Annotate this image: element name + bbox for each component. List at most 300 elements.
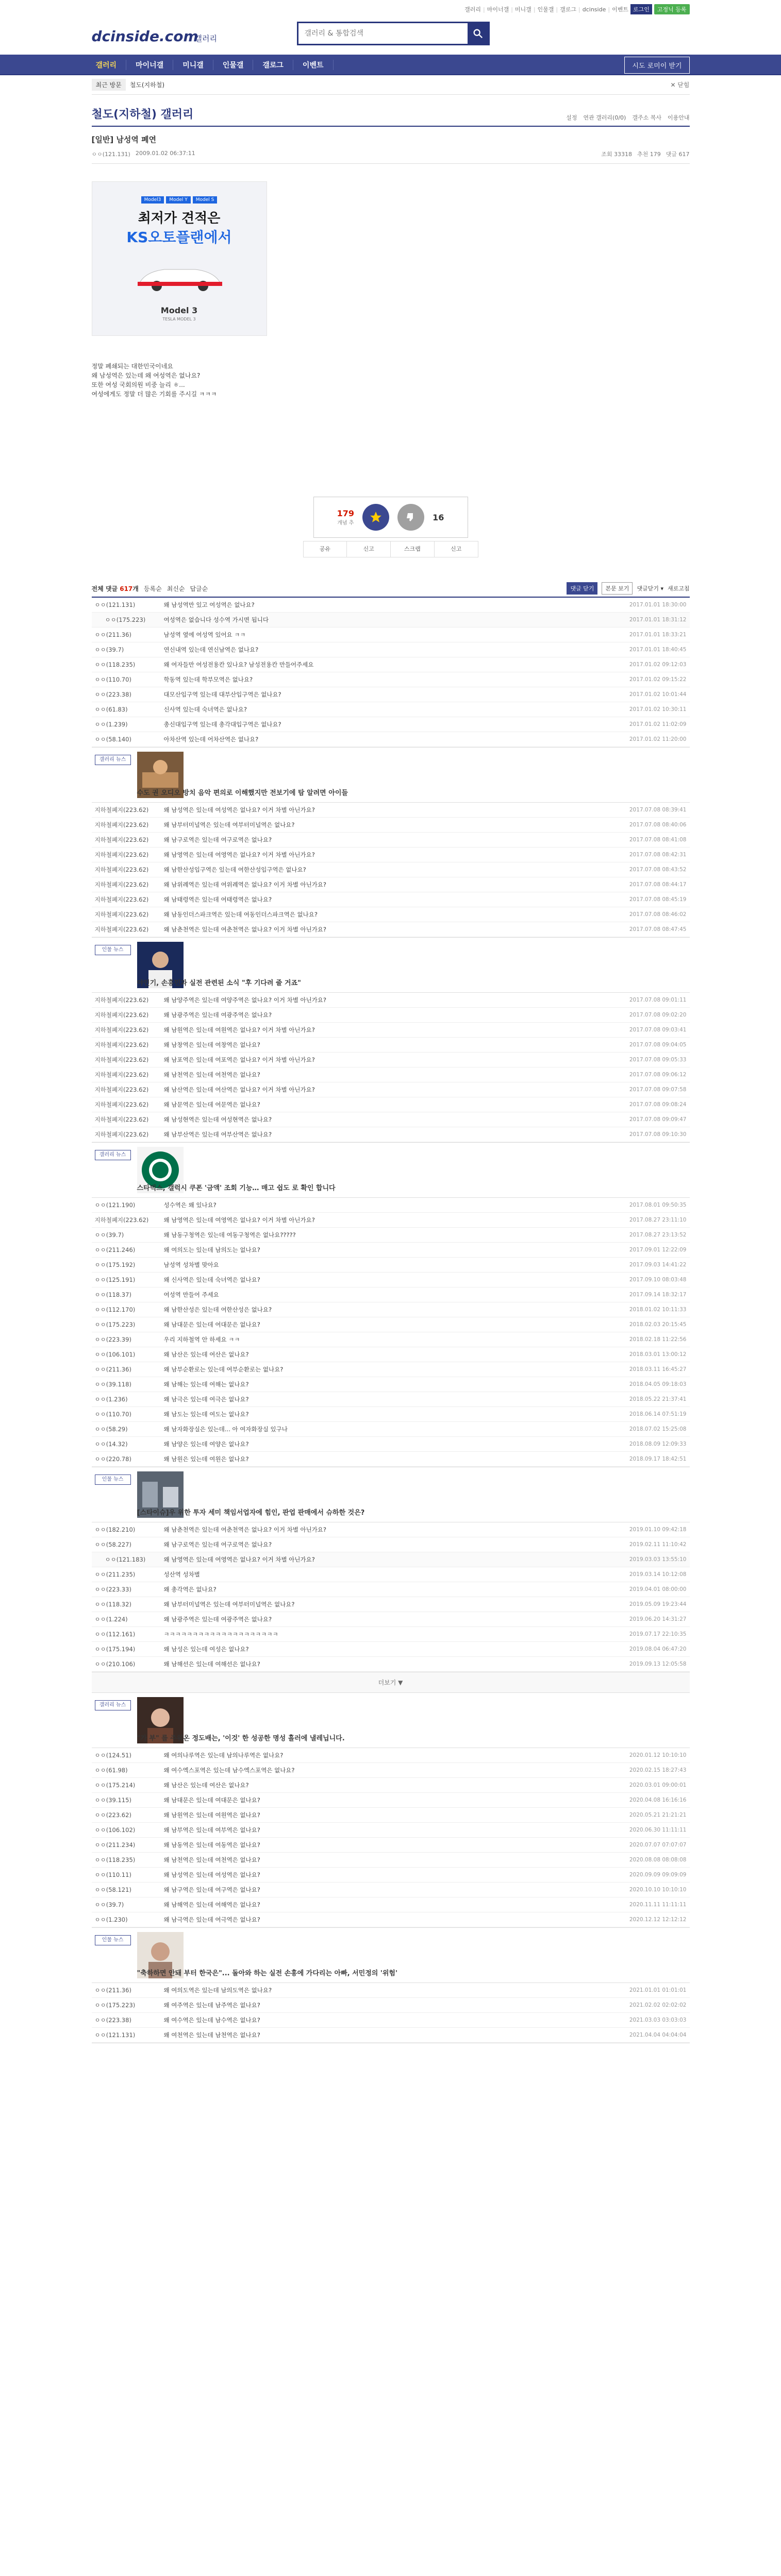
comment-row: [92, 1362, 690, 1377]
comment-text[interactable]: 성수역은 왜 있나요?: [163, 1201, 217, 1209]
comment-author[interactable]: ㅇㅇ(223.38): [94, 2016, 131, 2024]
comment-list: [92, 1748, 690, 1928]
comment-author[interactable]: ㅇㅇ(39.115): [94, 1797, 131, 1804]
comment-author[interactable]: ㅇㅇ(112.170): [94, 1306, 136, 1313]
comment-author[interactable]: ㅇㅇ(211.235): [94, 1571, 136, 1578]
comment-row: [92, 598, 690, 613]
comment-row: [92, 1112, 690, 1127]
comment-author[interactable]: ㅇㅇ(61.83): [94, 706, 128, 713]
comment-text[interactable]: 왜 남영역은 있는데 여영역은 없나요? 이거 차별 아닌가요?: [163, 1216, 315, 1224]
comment-author[interactable]: ㅇㅇ(110.70): [94, 1411, 131, 1418]
comment-text[interactable]: 왜 남원은 있는데 여원은 없나요?: [163, 1455, 249, 1463]
report-button-2[interactable]: 신고: [450, 546, 462, 552]
ad-brand: KS오토플랜에서: [126, 229, 232, 246]
comment-row: [92, 1008, 690, 1023]
share-button[interactable]: 공유: [304, 541, 347, 557]
news-tag: 인물 뉴스: [95, 1935, 131, 1945]
comment-text[interactable]: 왜 남춘천역은 있는데 여춘천역은 없나요? 이거 차별 아닌가요?: [163, 1526, 327, 1533]
news-title[interactable]: 스타벅스, 갤럭시 쿠폰 '금액' 조회 기능… 매고 쉽도 로 확인 합니다: [137, 1184, 336, 1192]
comment-filter-dropdown[interactable]: 댓글닫기 ▾: [637, 585, 663, 592]
post-title: [일반] 남성역 폐연: [91, 135, 157, 144]
comment-text[interactable]: 왜 남창역은 있는데 여창역은 없나요?: [163, 1041, 260, 1048]
comment-date: 2017.07.08 08:42:31: [629, 852, 687, 858]
post-comment-count[interactable]: 댓글 617: [666, 151, 690, 158]
comment-text[interactable]: 왜 남동인더스파크역은 있는데 여동인더스파크역은 없나요?: [163, 911, 318, 918]
comment-toolbar: [92, 580, 690, 598]
comment-row: [92, 702, 690, 717]
comment-author[interactable]: ㅇㅇ(39.118): [94, 1381, 131, 1388]
comment-row: [92, 2013, 690, 2028]
breadcrumb-gallery-link[interactable]: 철도(지하철): [129, 81, 165, 89]
nav-cta-button[interactable]: 시도 로미이 받기: [624, 57, 689, 74]
comment-author[interactable]: ㅇㅇ(39.7): [94, 646, 124, 653]
downvote-button[interactable]: [397, 504, 424, 531]
search-icon: [472, 28, 484, 39]
comment-date: 2019.05.09 19:23:44: [629, 1601, 687, 1607]
comment-date: 2021.04.04 04:04:04: [629, 2032, 687, 2038]
comment-date: 2020.11.11 11:11:11: [629, 1902, 687, 1908]
comment-row: [92, 1823, 690, 1838]
comment-author[interactable]: 지하철폐지(223.62): [94, 1071, 149, 1078]
post-tools: [303, 541, 478, 557]
comment-author[interactable]: ㅇㅇ(211.36): [94, 1366, 131, 1373]
comment-row: [92, 818, 690, 833]
comment-text[interactable]: 왜 남문역은 있는데 여문역은 없나요?: [163, 1101, 260, 1108]
comment-text[interactable]: 왜 남포역은 있는데 여포역은 없나요? 이거 차별 아닌가요?: [163, 1056, 315, 1063]
comment-author[interactable]: ㅇㅇ(124.51): [94, 1752, 131, 1759]
comment-author[interactable]: ㅇㅇ(211.234): [94, 1841, 136, 1849]
comment-date: 2019.01.10 09:42:18: [629, 1527, 687, 1533]
comment-author[interactable]: ㅇㅇ(223.39): [94, 1336, 131, 1343]
post-author[interactable]: ㅇㅇ(121.131): [91, 151, 130, 158]
post-line: 또한 여성 국회의원 비중 늘리 ㅎ...: [91, 381, 185, 388]
comment-row: [92, 1597, 690, 1612]
comment-text[interactable]: 왜 남한산성입구역은 있는데 여한산성입구역은 없나요?: [163, 866, 306, 873]
news-card[interactable]: [92, 1467, 690, 1522]
comment-text[interactable]: ㅋㅋㅋㅋㅋㅋㅋㅋㅋㅋㅋㅋㅋㅋㅋㅋㅋㅋㅋㅋ: [163, 1631, 278, 1638]
comment-date: 2017.07.08 09:06:12: [629, 1072, 687, 1078]
site-logo[interactable]: dcinside.com: [91, 28, 198, 45]
comment-author[interactable]: ㅇㅇ(1.224): [94, 1616, 128, 1623]
comment-row: [92, 1228, 690, 1243]
comment-author[interactable]: 지하철폐지(223.62): [94, 1011, 149, 1019]
comment-text[interactable]: 신사역 있는데 숙녀역은 없나요?: [163, 706, 247, 713]
comment-row: [92, 1452, 690, 1467]
comment-author[interactable]: ㅇㅇ(58.227): [94, 1541, 131, 1548]
comment-author[interactable]: 지하철폐지(223.62): [94, 836, 149, 843]
comment-author[interactable]: ㅇㅇ(39.7): [94, 1901, 124, 1908]
comment-row: [92, 1567, 690, 1582]
comment-row: [92, 687, 690, 702]
comment-text[interactable]: 왜 남극역은 있는데 여극역은 없나요?: [163, 1916, 260, 1923]
sort-reply[interactable]: 답글순: [190, 585, 208, 592]
view-body-button[interactable]: 본문 보기: [602, 582, 633, 595]
comment-author[interactable]: 지하철폐지(223.62): [94, 1041, 149, 1048]
comment-author[interactable]: 지하철폐지(223.62): [94, 1216, 149, 1224]
comment-text[interactable]: 왜 여의도는 있는데 남의도는 없나요?: [163, 1246, 260, 1253]
comment-text[interactable]: 남성역 성차별 맞아요: [163, 1261, 219, 1268]
comment-text[interactable]: 왜 남해는 있는데 여해는 없나요?: [163, 1381, 249, 1388]
news-title[interactable]: 야인기, 손흥민과 실전 관련된 소식 "후 기다려 줄 거죠": [137, 979, 301, 987]
comment-text[interactable]: 왜 남산은 있는데 여산은 없나요?: [163, 1351, 249, 1358]
comment-text[interactable]: 왜 남극은 있는데 여극은 없나요?: [163, 1396, 249, 1403]
comment-date: 2019.07.17 22:10:35: [629, 1631, 687, 1637]
comment-text[interactable]: 왜 남양은 있는데 여양은 없나요?: [163, 1440, 249, 1448]
comment-toolbar-right: [567, 582, 689, 595]
comment-author[interactable]: ㅇㅇ(121.131): [94, 2031, 136, 2039]
comment-text[interactable]: 왜 남해역은 있는데 여해역은 없나요?: [163, 1901, 260, 1908]
comment-row: [92, 1642, 690, 1657]
comment-text[interactable]: 왜 남부터미널역은 있는데 여부터미널역은 없나요?: [163, 1601, 295, 1608]
comment-date: 2018.03.11 16:45:27: [629, 1366, 687, 1372]
comment-author[interactable]: ㅇㅇ(223.38): [94, 691, 131, 698]
comment-text[interactable]: 학동역 있는데 학부모역은 없나요?: [163, 676, 253, 683]
comment-author[interactable]: ㅇㅇ(121.131): [94, 601, 136, 608]
comment-text[interactable]: 왜 여의나루역은 있는데 남의나루역은 없나요?: [163, 1752, 284, 1759]
comment-text[interactable]: 왜 남성현역은 있는데 여성현역은 없나요?: [163, 1116, 272, 1123]
news-title[interactable]: [스타이슈]우 위한 투자 세미 책임서업자에 힘인, 판업 판매에서 슈하한 것은?: [137, 1509, 365, 1517]
comment-text[interactable]: 왜 남한산성은 있는데 여한산성은 없나요?: [163, 1306, 272, 1313]
sort-registered[interactable]: 등록순: [143, 585, 162, 592]
comment-row: [92, 1868, 690, 1883]
comment-text[interactable]: 왜 남원역은 있는데 여원역은 없나요? 이거 차별 아닌가요?: [163, 1026, 315, 1033]
comment-author[interactable]: ㅇㅇ(175.223): [105, 616, 146, 623]
nav-person-gallery[interactable]: 인물갤: [213, 60, 254, 70]
sort-latest[interactable]: 최신순: [167, 585, 185, 592]
comment-date: 2018.06.14 07:51:19: [629, 1411, 687, 1417]
comment-text[interactable]: 왜 남영역은 있는데 여영역은 없나요? 이거 차별 아닌가요?: [163, 1556, 315, 1563]
ad-model: Model 3: [160, 306, 198, 315]
comment-row: [92, 732, 690, 747]
comment-text[interactable]: 왜 남성역은 있는데 여성역은 없나요?: [163, 1871, 260, 1878]
comment-author[interactable]: ㅇㅇ(39.7): [94, 1231, 124, 1239]
comment-date: 2020.03.01 09:00:01: [629, 1782, 687, 1788]
comment-date: 2017.01.01 18:31:12: [629, 617, 687, 623]
comment-author[interactable]: ㅇㅇ(110.11): [94, 1871, 131, 1878]
comment-text[interactable]: 왜 여수엑스포역은 있는데 남수엑스포역은 없나요?: [163, 1767, 295, 1774]
comment-text[interactable]: 왜 여수역은 있는데 남수역은 없나요?: [163, 2016, 260, 2024]
comment-author[interactable]: ㅇㅇ(223.62): [94, 1811, 131, 1819]
post-meta: [92, 150, 690, 158]
comment-author[interactable]: ㅇㅇ(223.33): [94, 1586, 131, 1593]
copy-address-link[interactable]: 갤주소 복사: [632, 114, 661, 121]
top-link[interactable]: 인물갤: [537, 6, 554, 13]
comment-date: 2017.07.08 09:10:30: [629, 1131, 687, 1138]
comment-row: [92, 1748, 690, 1763]
comment-date: 2017.01.02 09:12:03: [629, 662, 687, 668]
comment-text[interactable]: 왜 남구역은 있는데 여구역은 없나요?: [163, 1886, 260, 1893]
logo-subtitle[interactable]: 갤러리: [194, 34, 217, 43]
comment-author[interactable]: ㅇㅇ(118.235): [94, 661, 136, 668]
comment-author[interactable]: ㅇㅇ(112.161): [94, 1631, 136, 1638]
comment-text[interactable]: 왜 남해선은 있는데 여해선은 없나요?: [163, 1660, 260, 1668]
comment-date: 2017.07.08 08:44:17: [629, 882, 687, 888]
comment-author[interactable]: 지하철폐지(223.62): [94, 1086, 149, 1093]
comment-text[interactable]: 왜 남부순환로는 있는데 여부순환로는 없나요?: [163, 1366, 284, 1373]
comment-row: [92, 922, 690, 937]
comment-text[interactable]: 왜 남구로역은 있는데 여구로역은 없나요?: [163, 836, 272, 843]
register-fixed-nick-button[interactable]: 고정닉 등록: [654, 4, 690, 14]
comment-date: 2021.03.03 03:03:03: [629, 2017, 687, 2023]
comment-row: [92, 1657, 690, 1672]
report-button[interactable]: 신고: [347, 541, 391, 557]
comment-text[interactable]: 왜 남성은 있는데 여성은 없나요?: [163, 1646, 249, 1653]
comment-row: [92, 1897, 690, 1912]
comment-author[interactable]: ㅇㅇ(175.194): [94, 1646, 136, 1653]
comment-row: [92, 2028, 690, 2043]
top-link[interactable]: 미니갤: [514, 6, 531, 13]
comment-row: [92, 1912, 690, 1927]
comment-date: 2017.01.02 11:20:00: [629, 736, 687, 742]
gallery-settings-link[interactable]: 설정: [566, 114, 577, 121]
comment-date: 2017.07.08 09:07:58: [629, 1087, 687, 1093]
gallery-title[interactable]: 철도(지하철) 갤러리: [91, 108, 194, 121]
comment-author[interactable]: 지하철폐지(223.62): [94, 881, 149, 888]
comment-text[interactable]: 왜 남대문은 있는데 여대문은 없나요?: [163, 1797, 260, 1804]
comment-author[interactable]: ㅇㅇ(175.192): [94, 1261, 136, 1268]
top-link[interactable]: 갤로그: [560, 6, 577, 13]
comment-text[interactable]: 왜 남동역은 있는데 여동역은 없나요?: [163, 1841, 260, 1849]
comment-text[interactable]: 왜 남위례역은 있는데 여위례역은 없나요? 이거 차별 아닌가요?: [163, 881, 327, 888]
comment-author[interactable]: 지하철폐지(223.62): [94, 1026, 149, 1033]
comment-text[interactable]: 왜 여의도역은 있는데 남의도역은 없나요?: [163, 1987, 272, 1994]
search-box: [297, 22, 490, 45]
comment-author[interactable]: 지하철폐지(223.62): [94, 806, 149, 814]
comment-date: 2021.01.01 01:01:01: [629, 1987, 687, 1993]
comment-row: [92, 1097, 690, 1112]
comment-author[interactable]: ㅇㅇ(1.230): [94, 1916, 128, 1923]
news-tag: 갤러리 뉴스: [95, 755, 131, 765]
comment-date: 2017.09.01 12:22:09: [629, 1247, 687, 1253]
comment-author[interactable]: 지하철폐지(223.62): [94, 1101, 149, 1108]
gallery-tools: [566, 113, 689, 122]
comment-text[interactable]: 왜 남천역은 있는데 여천역은 없나요?: [163, 1856, 260, 1863]
comment-date: 2018.09.17 18:42:51: [629, 1456, 687, 1462]
nav-gallog[interactable]: 갤로그: [253, 60, 293, 70]
post-stats: [601, 150, 689, 158]
down-count: 16: [433, 512, 444, 522]
post-date: 2009.01.02 06:37:11: [135, 150, 195, 157]
news-card[interactable]: [92, 938, 690, 993]
comment-author[interactable]: ㅇㅇ(175.223): [94, 1321, 136, 1328]
comment-text[interactable]: 왜 여천역은 있는데 남천역은 없나요?: [163, 2031, 260, 2039]
up-count-value: 179: [337, 509, 355, 518]
thumbs-down-icon: [405, 511, 417, 523]
comment-row: [92, 1302, 690, 1317]
login-button[interactable]: 로그인: [630, 4, 652, 14]
breadcrumb-close[interactable]: ✕ 닫힘: [670, 81, 690, 89]
comment-author[interactable]: 지하철폐지(223.62): [94, 1116, 149, 1123]
recommend-box: [313, 497, 468, 538]
news-title[interactable]: "가 부" 를 주워온 정도배는, '이것' 한 성공한 명성 흘러에 낼레닙니다.: [137, 1735, 345, 1742]
comment-text[interactable]: 왜 여주역은 있는데 남주역은 없나요?: [163, 2002, 260, 2009]
news-tag: 갤러리 뉴스: [95, 1150, 131, 1160]
comment-text[interactable]: 왜 남도는 있는데 여도는 없나요?: [163, 1411, 249, 1418]
nav-mini-gallery[interactable]: 미니갤: [173, 60, 213, 70]
comment-date: 2017.07.08 08:39:41: [629, 807, 687, 813]
comment-author[interactable]: ㅇㅇ(118.235): [94, 1856, 136, 1863]
comment-text[interactable]: 왜 남부산역은 있는데 여부산역은 없나요?: [163, 1131, 272, 1138]
news-card[interactable]: [92, 1693, 690, 1748]
search-input[interactable]: [298, 23, 468, 44]
comment-author[interactable]: 지하철폐지(223.62): [94, 926, 149, 933]
recent-visit-label[interactable]: 최근 방문: [92, 79, 126, 91]
comment-text[interactable]: 왜 남산역은 있는데 여산역은 없나요? 이거 차별 아닌가요?: [163, 1086, 315, 1093]
comment-author[interactable]: ㅇㅇ(220.78): [94, 1455, 131, 1463]
news-title[interactable]: "축하하면 안돼 부터 한국은"... 돌아와 하는 실전 손흥에 가다리는 아빠, 서민정의 '위험': [137, 1970, 397, 1977]
comment-text[interactable]: 여성역 만들어 주세요: [163, 1291, 219, 1298]
comment-date: 2017.07.08 09:02:20: [629, 1012, 687, 1018]
comment-date: 2019.08.04 06:47:20: [629, 1646, 687, 1652]
comment-author[interactable]: ㅇㅇ(1.239): [94, 721, 128, 728]
comment-text[interactable]: 대모산입구역 있는데 대부산입구역은 없나요?: [163, 691, 281, 698]
comment-text[interactable]: 왜 신사역은 있는데 숙녀역은 없나요?: [163, 1276, 260, 1283]
comment-text[interactable]: 왜 남부역은 있는데 여부역은 없나요?: [163, 1826, 260, 1834]
comment-text[interactable]: 왜 남성역은 있는데 여성역은 없나요? 이거 차별 아닌가요?: [163, 806, 315, 814]
news-title[interactable]: 수도 권 오디오 방치 음악 편의로 이해했지만 전보기에 탐 알려면 아이들: [137, 789, 348, 797]
comment-author[interactable]: ㅇㅇ(211.246): [94, 1246, 136, 1253]
comment-text[interactable]: 왜 남자화장실은 있는데... 아 여자화장실 있구나: [163, 1426, 288, 1433]
comment-date: 2017.01.01 18:30:00: [629, 602, 687, 608]
news-tag: 인물 뉴스: [95, 945, 131, 955]
more-comments-button[interactable]: 더보기 ▼: [92, 1672, 690, 1693]
comment-author[interactable]: ㅇㅇ(1.236): [94, 1396, 128, 1403]
comment-author[interactable]: ㅇㅇ(110.70): [94, 676, 131, 683]
comment-author[interactable]: ㅇㅇ(58.29): [94, 1426, 128, 1433]
close-comments-button[interactable]: 댓글 닫기: [567, 582, 597, 595]
comment-text[interactable]: 여성역은 없습니다 성수역 가시면 됩니다: [163, 616, 269, 623]
comment-date: 2018.07.02 15:25:08: [629, 1426, 687, 1432]
comment-list: [92, 803, 690, 938]
comment-author[interactable]: ㅇㅇ(118.37): [94, 1291, 131, 1298]
comment-text[interactable]: 왜 남성역만 있고 여성역은 없나요?: [163, 601, 255, 608]
ad-tags: [92, 196, 267, 204]
comment-text[interactable]: 왜 남천역은 있는데 여천역은 없나요?: [163, 1071, 260, 1078]
comment-row: [92, 1853, 690, 1868]
main-nav: [0, 55, 781, 75]
related-gallery-link[interactable]: 연관 갤러리(0/0): [583, 114, 626, 121]
comment-text[interactable]: 왜 총각역은 없나요?: [163, 1586, 217, 1593]
news-card[interactable]: [92, 1143, 690, 1198]
comment-author[interactable]: ㅇㅇ(175.214): [94, 1782, 136, 1789]
comment-author[interactable]: 지하철폐지(223.62): [94, 1056, 149, 1063]
comment-author[interactable]: ㅇㅇ(14.32): [94, 1440, 128, 1448]
news-card[interactable]: [92, 1928, 690, 1983]
comment-date: 2017.08.27 23:11:10: [629, 1217, 687, 1223]
comment-author[interactable]: 지하철폐지(223.62): [94, 996, 149, 1004]
comment-author[interactable]: ㅇㅇ(211.36): [94, 1987, 131, 1994]
comment-text[interactable]: 왜 남광주역은 있는데 여광주역은 없나요?: [163, 1616, 272, 1623]
comment-author[interactable]: 지하철폐지(223.62): [94, 911, 149, 918]
comment-author[interactable]: ㅇㅇ(106.102): [94, 1826, 136, 1834]
comment-row: [92, 1582, 690, 1597]
comment-row: [92, 1612, 690, 1627]
recommend-button[interactable]: [362, 504, 389, 531]
comment-author[interactable]: ㅇㅇ(61.98): [94, 1767, 128, 1774]
comment-text[interactable]: 왜 남태령역은 있는데 여태령역은 없나요?: [163, 896, 272, 903]
comment-author[interactable]: ㅇㅇ(210.106): [94, 1660, 136, 1668]
comment-author[interactable]: ㅇㅇ(211.36): [94, 631, 131, 638]
comment-author[interactable]: ㅇㅇ(121.190): [94, 1201, 136, 1209]
comment-text[interactable]: 왜 남대문은 있는데 여대문은 없나요?: [163, 1321, 260, 1328]
comment-date: 2017.07.08 09:08:24: [629, 1101, 687, 1108]
guide-link[interactable]: 이용안내: [667, 114, 690, 121]
top-utility-bar: [92, 0, 690, 18]
comment-text[interactable]: 성산역 성차별: [163, 1571, 200, 1578]
comment-text[interactable]: 총신대입구역 있는데 총각대입구역은 없나요?: [163, 721, 281, 728]
nav-gallery[interactable]: 갤러리: [92, 60, 127, 70]
comment-author[interactable]: ㅇㅇ(121.183): [105, 1556, 146, 1563]
comment-text[interactable]: 왜 남부터미널역은 있는데 여부터미널역은 없나요?: [163, 821, 295, 828]
ad-banner[interactable]: [92, 181, 267, 336]
comment-text[interactable]: 남성역 옆에 여성역 있어요 ㅋㅋ: [163, 631, 246, 638]
comment-author[interactable]: 지하철폐지(223.62): [94, 896, 149, 903]
top-link[interactable]: 갤러리: [464, 6, 481, 13]
comment-author[interactable]: ㅇㅇ(182.210): [94, 1526, 136, 1533]
refresh-button[interactable]: 새로고침: [667, 585, 690, 592]
comment-date: 2017.07.08 08:45:19: [629, 896, 687, 903]
comment-author[interactable]: ㅇㅇ(58.121): [94, 1886, 131, 1893]
comment-date: 2020.09.09 09:09:09: [629, 1872, 687, 1878]
news-card[interactable]: [92, 748, 690, 803]
comment-author[interactable]: ㅇㅇ(125.191): [94, 1276, 136, 1283]
top-link[interactable]: 이벤트: [612, 6, 628, 13]
comment-author[interactable]: 지하철폐지(223.62): [94, 821, 149, 828]
comment-text[interactable]: 왜 남광주역은 있는데 여광주역은 없나요?: [163, 1011, 272, 1019]
scrap-button[interactable]: 스크랩: [391, 541, 435, 557]
comment-author[interactable]: 지하철폐지(223.62): [94, 866, 149, 873]
comment-row: [92, 1067, 690, 1082]
comment-author[interactable]: ㅇㅇ(175.223): [94, 2002, 136, 2009]
comment-row: [92, 1778, 690, 1793]
comment-text[interactable]: 왜 여자들만 여성전용칸 있나요? 남성전용칸 만들어주세요: [163, 661, 314, 668]
comment-text[interactable]: 왜 남구로역은 있는데 여구로역은 없나요?: [163, 1541, 272, 1548]
comment-row: [92, 803, 690, 818]
comment-list: [92, 993, 690, 1143]
comment-list: [92, 1983, 690, 2043]
comment-text[interactable]: 왜 남산은 있는데 여산은 없나요?: [163, 1782, 249, 1789]
comment-date: 2017.07.08 08:41:08: [629, 837, 687, 843]
nav-minor-gallery[interactable]: 마이너갤: [126, 60, 173, 70]
comment-text[interactable]: 왜 남원역은 있는데 여원역은 없나요?: [163, 1811, 260, 1819]
comment-text[interactable]: 왜 남양주역은 있는데 여양주역은 없나요? 이거 차별 아닌가요?: [163, 996, 327, 1004]
comment-row: [92, 1537, 690, 1552]
search-button[interactable]: [468, 23, 488, 44]
comment-text[interactable]: 왜 남춘천역은 있는데 여춘천역은 없나요? 이거 차별 아닌가요?: [163, 926, 327, 933]
comment-row: [92, 1213, 690, 1228]
comment-text[interactable]: 왜 남동구청역은 있는데 여동구청역은 없나요?????: [163, 1231, 296, 1239]
comment-text[interactable]: 우리 지하철역 안 하세요 ㅋㅋ: [163, 1336, 240, 1343]
comment-text[interactable]: 아차산역 있는데 어차산역은 없나요?: [163, 736, 259, 743]
nav-event[interactable]: 이벤트: [293, 60, 334, 70]
comment-text[interactable]: 왜 남영역은 있는데 여영역은 없나요? 이거 차별 아닌가요?: [163, 851, 315, 858]
comment-date: 2017.01.01 18:40:45: [629, 647, 687, 653]
comment-author[interactable]: 지하철폐지(223.62): [94, 851, 149, 858]
comment-date: 2018.05.22 21:37:41: [629, 1396, 687, 1402]
comment-author[interactable]: ㅇㅇ(58.140): [94, 736, 131, 743]
ad-tag: Model S: [193, 196, 218, 204]
comment-date: 2017.09.14 18:32:17: [629, 1292, 687, 1298]
comment-row: [92, 1347, 690, 1362]
top-link[interactable]: dcinside: [582, 6, 606, 13]
comment-date: 2020.12.12 12:12:12: [629, 1917, 687, 1923]
top-link[interactable]: 마이너갤: [487, 6, 509, 13]
comment-date: 2019.03.14 10:12:08: [629, 1571, 687, 1578]
comment-author[interactable]: ㅇㅇ(118.32): [94, 1601, 131, 1608]
comment-author[interactable]: 지하철폐지(223.62): [94, 1131, 149, 1138]
comment-author[interactable]: ㅇㅇ(106.101): [94, 1351, 136, 1358]
comment-text[interactable]: 연신내역 있는데 연신남역은 없나요?: [163, 646, 259, 653]
